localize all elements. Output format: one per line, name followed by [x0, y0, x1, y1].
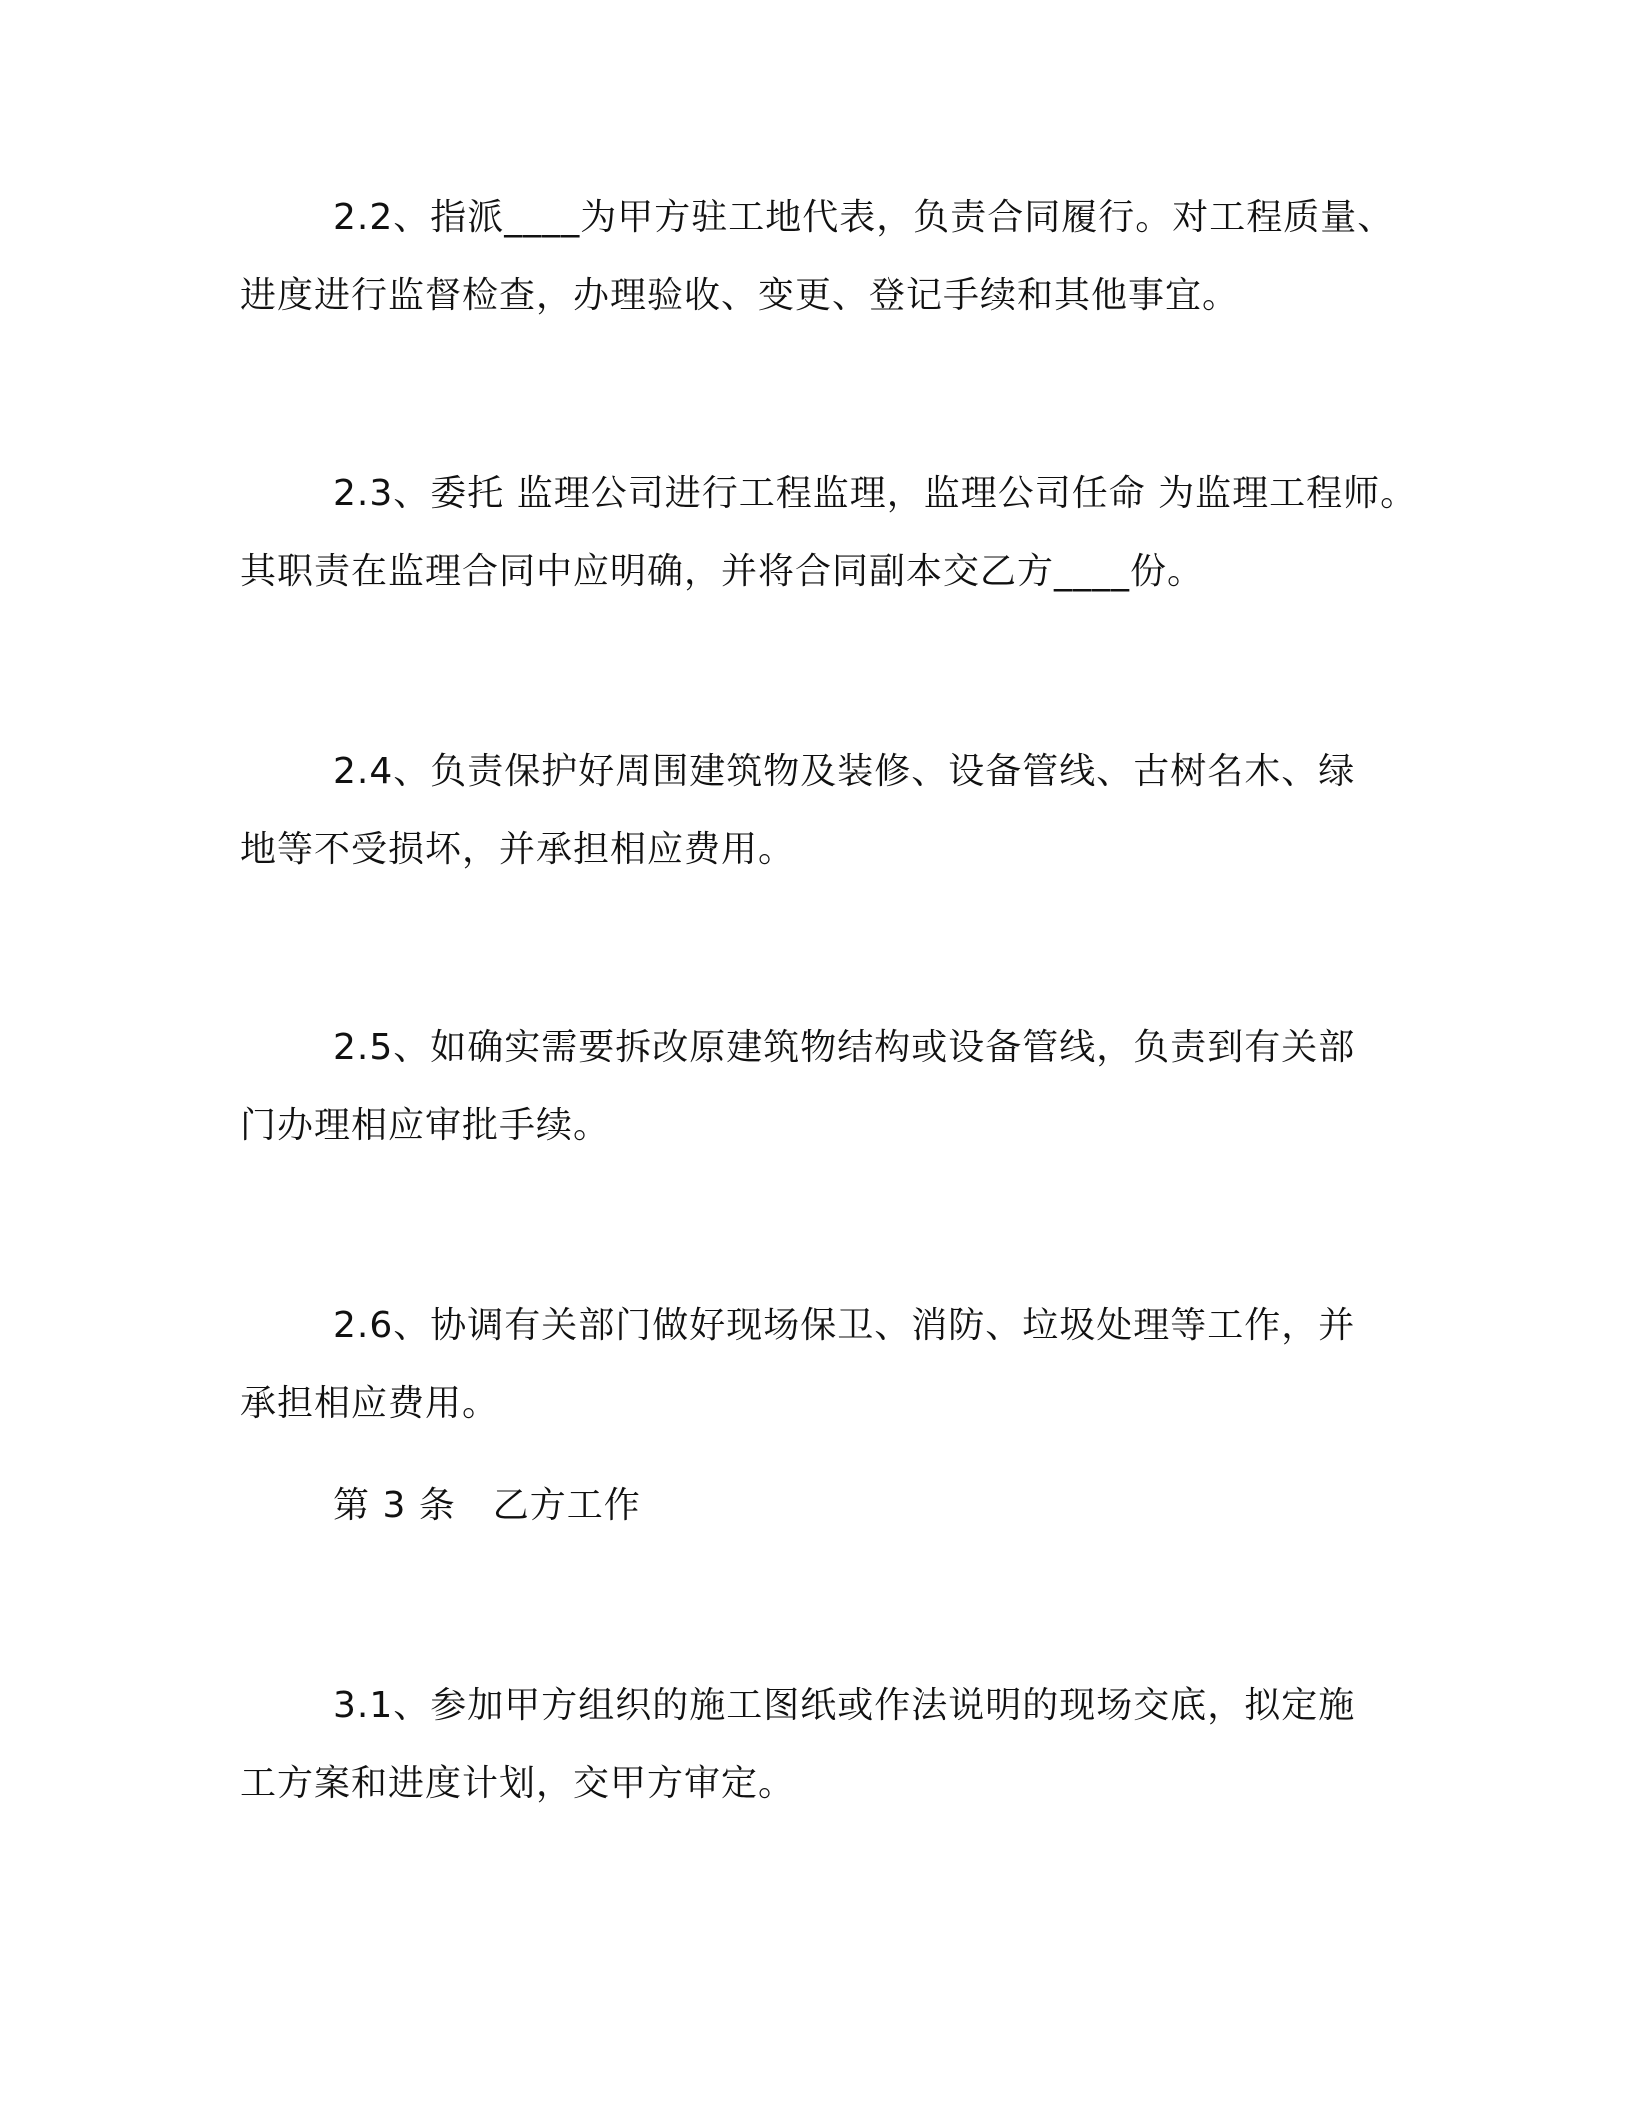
clause-3-1-line-1: 3.1、参加甲方组织的施工图纸或作法说明的现场交底，拟定施 [333, 1685, 1356, 1726]
section-heading: 第 3 条 乙方工作 [333, 1485, 641, 1526]
clause-2-5-line-1: 2.5、如确实需要拆改原建筑物结构或设备管线，负责到有关部 [333, 1027, 1356, 1068]
clause-2-4-line-2: 地等不受损坏，并承担相应费用。 [240, 829, 796, 870]
clause-2-4-line-1: 2.4、负责保护好周围建筑物及装修、设备管线、古树名木、绿 [333, 751, 1356, 792]
clause-3-1-line-2: 工方案和进度计划，交甲方审定。 [240, 1763, 796, 1804]
clause-2-3-line-2: 其职责在监理合同中应明确，并将合同副本交乙方____份。 [240, 551, 1205, 592]
clause-2-3-line-1: 2.3、委托 监理公司进行工程监理，监理公司任命 为监理工程师。 [333, 473, 1418, 514]
clause-2-2-line-1: 2.2、指派____为甲方驻工地代表，负责合同履行。对工程质量、 [333, 197, 1395, 238]
clause-2-6-line-2: 承担相应费用。 [240, 1383, 500, 1424]
clause-2-6-line-1: 2.6、协调有关部门做好现场保卫、消防、垃圾处理等工作，并 [333, 1305, 1356, 1346]
clause-2-2-line-2: 进度进行监督检查，办理验收、变更、登记手续和其他事宜。 [240, 275, 1240, 316]
clause-2-5-line-2: 门办理相应审批手续。 [240, 1105, 611, 1146]
